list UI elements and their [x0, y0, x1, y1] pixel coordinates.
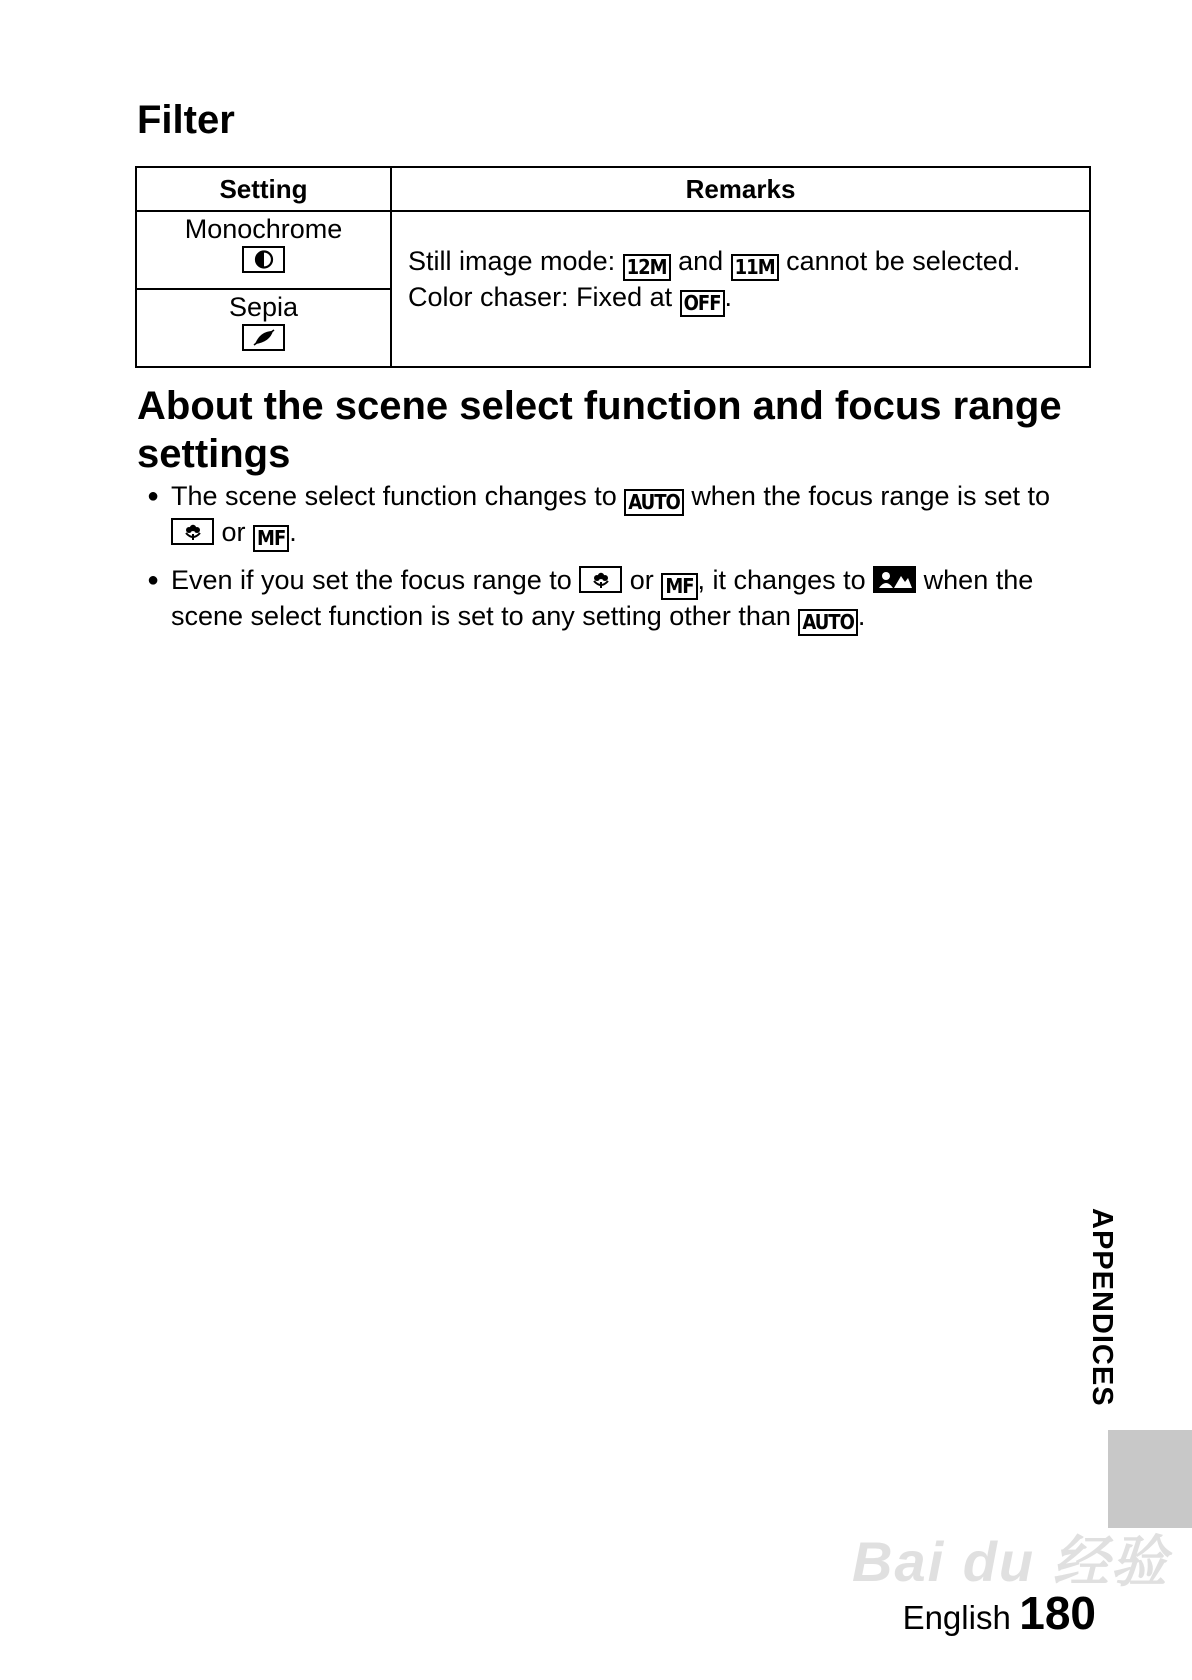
setting-sepia [136, 289, 391, 367]
remarks-cell [391, 211, 1090, 367]
bullet-text: The scene select function changes to [171, 481, 617, 511]
bullet-text: , it changes to [697, 565, 866, 595]
table-header-row [136, 167, 1090, 211]
remarks-text: and [678, 246, 724, 276]
remarks-line-1 [408, 245, 1075, 281]
bullet-text: or [629, 565, 654, 595]
bullet-text: . [289, 517, 297, 547]
list-item [137, 480, 1097, 552]
header-setting: Setting [136, 167, 391, 211]
filter-table [135, 166, 1091, 368]
remarks-text: Still image mode: [408, 246, 616, 276]
bullet-icon: ● [147, 485, 160, 507]
watermark-logo: Bai du 经验 [852, 1530, 1169, 1593]
macro-flower-icon [579, 566, 622, 593]
auto-mode-icon: AUTO [798, 609, 858, 636]
remarks-text: Color chaser: Fixed at [408, 282, 673, 312]
chapter-tab-marker [1108, 1430, 1192, 1528]
bullet-icon: ● [147, 569, 160, 591]
section-title-scene-select: About the scene select function and focus range settings [137, 384, 1062, 476]
macro-flower-icon [171, 518, 214, 545]
sepia-icon [242, 324, 285, 351]
resolution-11m-icon: 11M [731, 254, 779, 281]
auto-mode-icon: AUTO [624, 489, 684, 516]
bullet-list [137, 480, 1097, 636]
bullet-text: when the scene select function is set to any setting other than [171, 565, 1034, 631]
monochrome-icon [242, 246, 285, 273]
manual-focus-icon: MF [253, 525, 289, 552]
portrait-landscape-icon [873, 566, 916, 593]
bullet-text: Even if you set the focus range to [171, 565, 572, 595]
footer-language: English [902, 1599, 1011, 1636]
bullet-text: when the focus range is set to [691, 481, 1051, 511]
off-icon: OFF [680, 290, 725, 317]
bullet-text: or [221, 517, 246, 547]
table-row [136, 211, 1090, 289]
remarks-text: . [724, 282, 733, 312]
chapter-side-label: APPENDICES [1086, 1208, 1118, 1407]
setting-label: Sepia [228, 292, 299, 322]
bullet-text: . [857, 601, 866, 631]
setting-monochrome [136, 211, 391, 289]
section-title-filter: Filter [137, 98, 235, 142]
list-item [137, 564, 1097, 636]
manual-focus-icon: MF [661, 573, 697, 600]
setting-label: Monochrome [184, 214, 343, 244]
resolution-12m-icon: 12M [623, 254, 671, 281]
remarks-text: cannot be selected. [786, 246, 1021, 276]
header-remarks: Remarks [391, 167, 1090, 211]
remarks-line-2 [408, 281, 1075, 317]
page-number: 180 [1019, 1587, 1096, 1639]
page-footer [903, 1586, 1096, 1640]
